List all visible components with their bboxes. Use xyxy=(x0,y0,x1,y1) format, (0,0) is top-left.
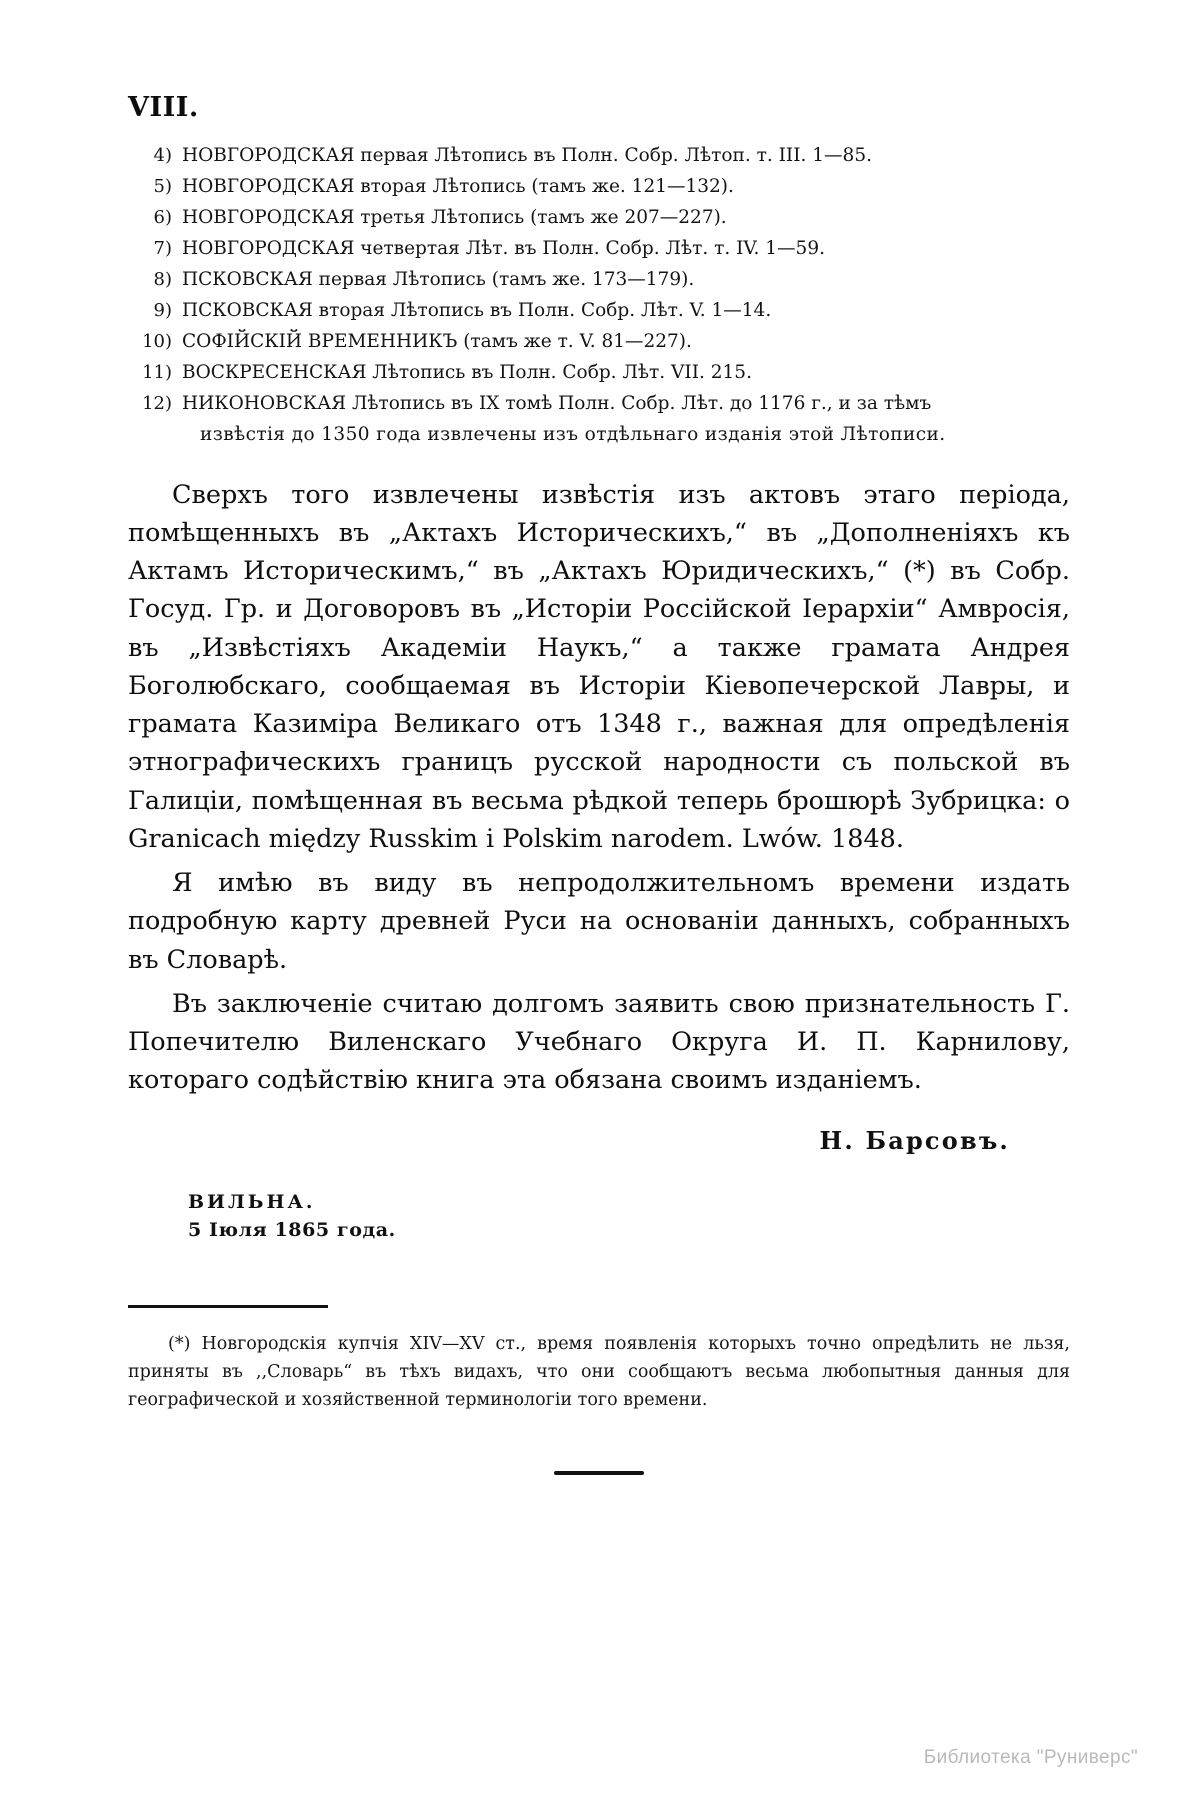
list-item-text: НОВГОРОДСКАЯ четвертая Лѣт. въ Полн. Собр. Лѣт. т. IV. 1—59. xyxy=(182,237,825,259)
list-item xyxy=(128,234,1070,264)
page-number: VIII. xyxy=(128,92,199,123)
list-item xyxy=(128,203,1070,233)
footnote-divider xyxy=(128,1305,328,1308)
paragraph-map-plan: Я имѣю въ виду въ непродолжительномъ времени издать подробную карту древней Руси на основаніи данныхъ, собранныхъ въ Словарѣ. xyxy=(128,868,1070,975)
paragraph-acknowledgement: Въ заключеніе считаю долгомъ заявить свою признательность Г. Попечителю Виленскаго Учебнаго Округа И. П. Карнилову, котораго содѣйствію книга эта обязана своимъ изданіемъ. xyxy=(128,988,1070,1096)
date-of-writing: 5 Іюля 1865 года. xyxy=(188,1218,396,1241)
list-item-text: ВОСКРЕСЕНСКАЯ Лѣтопись въ Полн. Собр. Лѣт. VII. 215. xyxy=(182,361,752,383)
footnote-text: (*) Новгородскія купчія XIV—XV ст., время появленія которыхъ точно опредѣлить не льзя, приняты въ ,,Словарь“ въ тѣхъ видахъ, что они сообщаютъ весьма любопытныя данныя для географической и хозяйственной терминологіи того времени. xyxy=(128,1333,1070,1411)
list-item-text: ПСКОВСКАЯ вторая Лѣтопись въ Полн. Собр. Лѣт. V. 1—14. xyxy=(182,299,772,321)
list-item xyxy=(128,265,1070,295)
list-item xyxy=(128,327,1070,357)
section-end-ornament xyxy=(554,1471,644,1475)
library-watermark: Библиотека "Руниверс" xyxy=(923,1747,1138,1768)
list-item-number: 6) xyxy=(153,206,172,228)
list-item-number: 12) xyxy=(142,392,172,414)
list-item-number: 8) xyxy=(153,268,172,290)
list-item-text: ПСКОВСКАЯ первая Лѣтопись (тамъ же. 173—179). xyxy=(182,268,695,290)
list-item-text: СОФІЙСКІЙ ВРЕМЕННИКЪ (тамъ же т. V. 81—227). xyxy=(182,330,692,352)
list-item xyxy=(128,172,1070,202)
list-item-text: НИКОНОВСКАЯ Лѣтопись въ IX томѣ Полн. Собр. Лѣт. до 1176 г., и за тѣмъ xyxy=(182,392,932,414)
list-item xyxy=(128,296,1070,326)
source-list xyxy=(128,141,1070,450)
list-item-text: НОВГОРОДСКАЯ третья Лѣтопись (тамъ же 207—227). xyxy=(182,206,727,228)
list-item xyxy=(128,358,1070,388)
list-item-number: 9) xyxy=(153,299,172,321)
page-content xyxy=(128,92,1070,1475)
list-item-number: 11) xyxy=(142,361,172,383)
place-of-writing: ВИЛЬНА. xyxy=(188,1190,316,1213)
list-item-continuation xyxy=(128,420,1070,450)
list-item xyxy=(128,389,1070,419)
list-item xyxy=(128,141,1070,171)
list-item-number: 7) xyxy=(153,237,172,259)
author-signature: Н. Барсовъ. xyxy=(819,1125,1010,1155)
paragraph-sources-note: Сверхъ того извлечены извѣстія изъ актовъ этаго періода, помѣщенныхъ въ „Актахъ Историческихъ,“ въ „Дополненіяхъ къ Актамъ Историческимъ,“ въ „Актахъ Юридическихъ,“ (*) въ Собр. Госуд. Гр. и Договоровъ въ „Исторіи Россійской Іерархіи“ Амвросія, въ „Извѣстіяхъ Академіи Наукъ,“ а также грамата Андрея Боголюбскаго, сообщаемая въ Исторіи Кіевопечерской Лавры, и грамата Казиміра Великаго отъ 1348 г., важная для опредѣленія этнографическихъ границъ русской народности съ польской въ Галиціи, помѣщенная въ весьма рѣдкой теперь брошюрѣ Зубрицка: o Granicach między Russkim i Polskim narodem. Lwów. 1848. xyxy=(128,479,1070,854)
list-item-text: НОВГОРОДСКАЯ вторая Лѣтопись (тамъ же. 121—132). xyxy=(182,175,734,197)
list-item-number: 10) xyxy=(142,330,172,352)
list-item-number: 5) xyxy=(153,175,172,197)
list-item-text: НОВГОРОДСКАЯ первая Лѣтопись въ Полн. Собр. Лѣтоп. т. III. 1—85. xyxy=(182,145,872,166)
list-item-number: 4) xyxy=(153,145,172,166)
list-item-text-continued: извѣстія до 1350 года извлечены изъ отдѣльнаго изданія этой Лѣтописи. xyxy=(200,423,946,445)
